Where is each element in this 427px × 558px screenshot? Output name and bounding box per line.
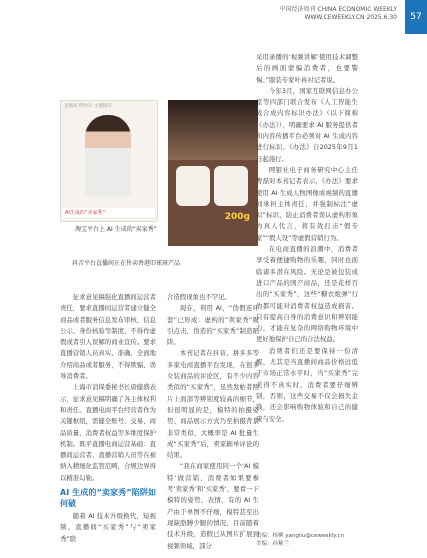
photo1-screen-top: 直播间 购物车 主播推荐: [64, 104, 112, 109]
photo1-caption: 淘宝平台上 AI 生成的“卖家秀”: [75, 226, 157, 233]
page-header: [280, 6, 398, 22]
designer-credit: 美编：孙紫兰: [256, 541, 290, 547]
paragraph: 在电商直播的浪潮中，消费者享受着便捷购物的乐趣，同时也面临诸多潜在风险。无论是被包装成进口产品的国产商品，还是花样百出的“买家秀”，这些“糖衣炮弹”行为都可能对消费者权益造成损害。只有提高自身的消费意识和辨别能力，才能在复杂的网络购物环境中更好地保护自己的合法权益。: [256, 245, 358, 344]
paragraph: 采用录播的‘视频讲解’使用技术调整后的画面蒙骗消费者，也要警惕。”服装专家叶冉对记者说。: [256, 53, 358, 84]
page-number: 57: [405, 0, 427, 34]
paragraph: 消费者们还是要保持一份清醒，尤其是当直播间商品价格远低于市场正常水平时，当“买家秀”完美得不真实时，消费者要仔细辨别，否则，这些交易不仅会损失金钱，还会影响购物体验和自己的健康与安全。: [256, 346, 358, 423]
photo2-shelf: [168, 100, 258, 160]
photo1-banner: AI生成的“卖家秀”: [63, 208, 155, 217]
editor-credit: 责编：杨柳 yangliu@ceweekly.cn: [256, 533, 345, 539]
paragraph: 今年3月，国家互联网信息办公室等四部门联合发布《人工智能生成合成内容标识办法》（以下简称《办法》），明确要求 AI 服务提供者和内容传播平台必须对 AI 生成内容进行标识。《办法》自2025年9月1日起施行。: [256, 86, 358, 163]
photo-ai-seller-show: [60, 100, 158, 222]
paragraph: 现在，利用 AI，“伪假连环套”已形成：虚构的“卖家秀”吸引点击，伪造的“买家秀”制造陷阱。: [167, 304, 259, 347]
paragraph: 网银社电子商务研究中心主任曹磊对本刊记者表示，《办法》要求使用 AI 生成人物图像或视频的直播间承担主体责任，并强制标注“虚拟”标识，防止消费者误认虚构形象为真人代言，将有效打击“假专家”“假人设”等虚假营销行为。: [256, 165, 358, 242]
paragraph: “我在商家使用同一个‘AI 模特’做营销，消费者如果要参考‘卖家秀’和‘买家秀’，要看一下模特的姿势、表情，有的 AI 生产由于单图不仔细，模特甚至出现缺胳膊少腿的情况，目前随着技术升级，造假已从图片扩展到视频领域，部分: [167, 462, 259, 550]
paragraph: 上海市消保委秘书长唐健盛表示，征求意见稿明确了各主体权利和责任。直播电商平台经营者作为关键枢纽，需健全账号、交易、商品质量、消费者权益等多维度保护机制。既平直播电商运营基础：直播间运营者、直播营销人员等在被纳入精细化监管范畴，合规边界得以精准勾勒。: [60, 383, 156, 482]
magazine-url-date: WWW.CEWEEKLY.CN 2025.6.30: [304, 14, 397, 21]
photo-livestream-room: [168, 100, 258, 246]
photo2-price-label: 200g: [224, 212, 250, 222]
paragraph: 本刊记者在抖音、拼多多等多家电商直播平台发现，在很多女装商品的评论区，有不少内容类似的“买家秀”，虽然发帖者照片上面部等辨别度较高的细节，但很明显的是，模特的拍摄姿势、商品展示方式乃至拍摄背景非常类似，大概率是 AI 批量生成“买家秀”后，卖家刷单评论的结果。: [167, 349, 259, 460]
paragraph: 合造假现象也不罕见。: [167, 293, 231, 301]
paragraph: 随着 AI 技术升级换代，短视频、直播间“买家秀”与“卖家秀”联: [60, 512, 156, 543]
product-jar-right: [214, 166, 248, 206]
column-b: [167, 292, 259, 552]
section-heading: AI 生成的“卖家秀”陷阱如何破: [60, 488, 156, 509]
photo1-model-figure: [85, 115, 131, 197]
photo2-caption: 抖音平台直播间正在售卖香港旧雀斑产品: [72, 260, 181, 267]
column-a: [60, 292, 156, 545]
magazine-title: 中国经济周刊 CHINA ECONOMIC WEEKLY: [279, 6, 397, 13]
paragraph: 征求意见稿强化直播间运营者责任，要求直播间运营者建立健全商品或者服务信息发布审核、信息公示、身份核验等制度，不得作虚假或者引人误解的商业宣传。要求直播营销人员真实、准确、全面地介绍商品或者服务，不得欺骗、误导消费者。: [60, 293, 156, 381]
column-c: [256, 52, 358, 425]
credits: [256, 532, 344, 548]
product-jar-left: [176, 166, 210, 206]
